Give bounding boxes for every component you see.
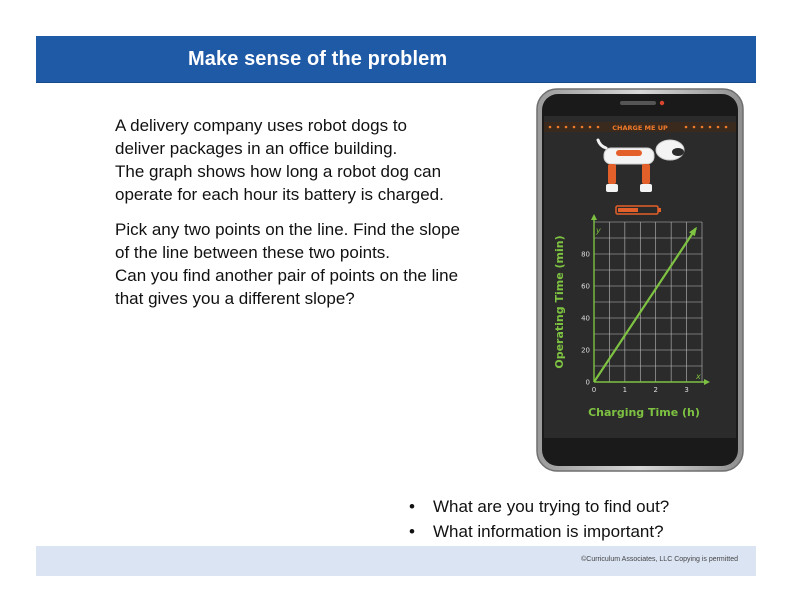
y-tick-label: 0 — [585, 378, 590, 387]
y-tick-label: 80 — [581, 250, 590, 259]
question-item: • What information is important? — [409, 519, 669, 544]
x-tick-label: 2 — [653, 386, 658, 394]
problem-line: The graph shows how long a robot dog can — [115, 162, 442, 181]
x-tick-label: 0 — [591, 386, 597, 394]
problem-paragraph — [115, 114, 444, 206]
x-axis-label: Charging Time (h) — [588, 406, 700, 419]
task-line: Pick any two points on the line. Find the slope — [115, 220, 460, 239]
task-line: that gives you a different slope? — [115, 289, 355, 308]
task-paragraph — [115, 218, 460, 310]
copyright-notice: ©Curriculum Associates, LLC Copying is permitted — [581, 556, 738, 563]
camera-dot — [660, 101, 664, 105]
charge-banner-text: CHARGE ME UP — [612, 124, 668, 132]
phone-illustration — [536, 88, 744, 472]
task-line: of the line between these two points. — [115, 243, 391, 262]
title-bar — [36, 36, 756, 83]
problem-line: operate for each hour its battery is charged. — [115, 185, 444, 204]
y-axis-letter: y — [596, 226, 601, 235]
guiding-questions — [409, 494, 669, 544]
y-tick-label: 40 — [581, 314, 590, 323]
x-tick-label: 1 — [622, 386, 628, 394]
task-line: Can you find another pair of points on the line — [115, 266, 459, 285]
y-tick-label: 60 — [581, 282, 590, 291]
x-axis-letter: x — [696, 372, 701, 381]
x-tick-label: 3 — [684, 386, 689, 394]
y-axis-label: Operating Time (min) — [553, 235, 566, 369]
problem-line: A delivery company uses robot dogs to — [115, 116, 407, 135]
footer-bar — [36, 546, 756, 576]
slide — [36, 36, 756, 576]
speaker-slot — [620, 101, 656, 105]
slide-title: Make sense of the problem — [188, 48, 448, 70]
y-tick-label: 20 — [581, 346, 590, 355]
question-item: • What are you trying to find out? — [409, 494, 669, 519]
problem-line: deliver packages in an office building. — [115, 139, 398, 158]
